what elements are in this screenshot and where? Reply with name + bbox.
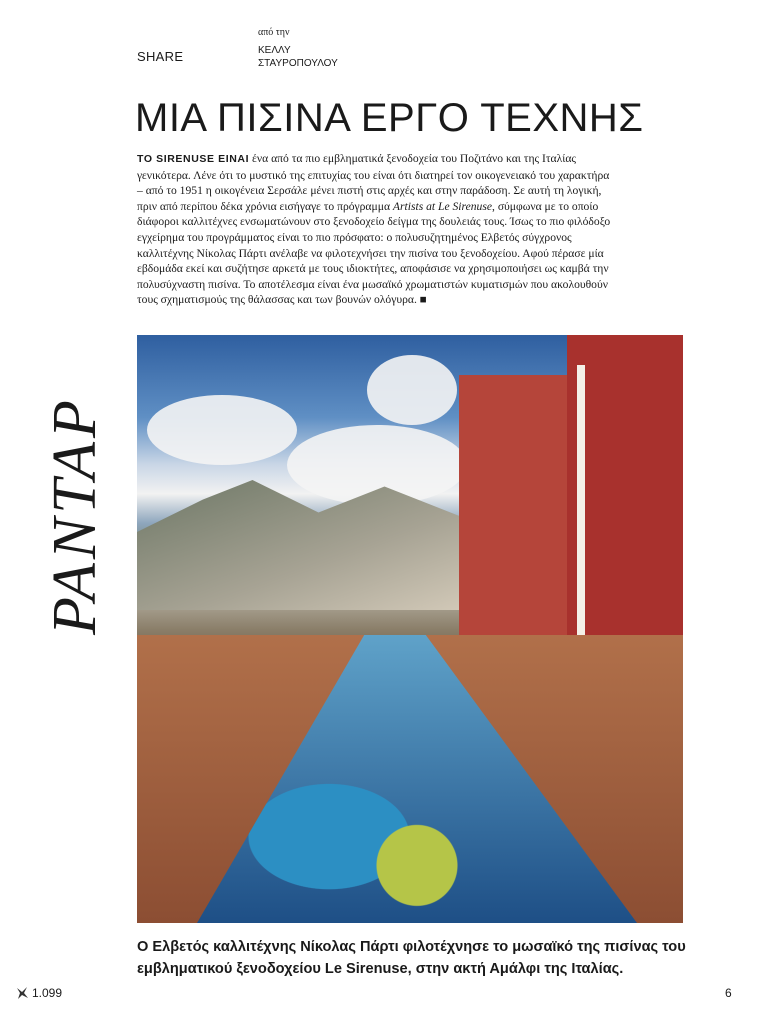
article-text-2: , σύμφωνα με το οποίο διάφοροι καλλιτέχνες ενσωματώνουν στο ξενοδοχείο δείγμα της δουλειάς τους. Ίσως το πιο φιλόδοξο εγχείρημα του προγράμματος είναι το πιο πρόσφατο: ο πολυσυζητημένος Ελβετός σύγχρονος καλλιτέχνης Νίκολας Πάρτι ανέλαβε να φιλοτεχνήσει την πισίνα του ξενοδοχείου. Αφού πέρασε μία εβδομάδα εκεί και συζήτησε αρκετά με τους ιδιοκτήτες, αποφάσισε να χρησιμοποιήσει ως καμβά την πολυσύχναστη πισίνα. Το αποτέλεσμα είναι ένα μωσαϊκό χρωματιστών κυματισμών που ακολουθούν τους σχηματισμούς της θάλασσας και των βουνών ολόγυρα.	[137, 199, 611, 307]
photo-caption: Ο Ελβετός καλλιτέχνης Νίκολας Πάρτι φιλοτέχνησε το μωσαϊκό της πισίνας του εμβληματικού ξενοδοχείου Le Sirenuse, στην ακτή Αμάλφι της Ιταλίας.	[137, 939, 686, 977]
article-body	[137, 151, 617, 308]
end-mark: ■	[416, 293, 427, 307]
byline	[258, 26, 338, 70]
page-number: 6	[725, 986, 732, 1000]
author-name-1: ΚΕΛΛΥ	[258, 45, 291, 56]
share-link[interactable]: SHARE	[137, 49, 184, 64]
logo-icon	[15, 986, 29, 1000]
article-title: ΜΙΑ ΠΙΣΙΝΑ ΕΡΓΟ ΤΕΧΝΗΣ	[135, 96, 644, 140]
article-lead: ΤΟ SIRENUSE ΕΙΝΑΙ	[137, 153, 250, 165]
byline-from: από την	[258, 27, 290, 38]
section-label: PANTAP	[40, 396, 109, 635]
issue-number: 1.099	[32, 986, 63, 1000]
article-text-1: ένα από τα πιο εμβληματικά ξενοδοχεία του Ποζιτάνο και της Ιταλίας γενικότερα. Λένε ότι το μυστικό της επιτυχίας του είναι ότι διατηρεί τον οικογενειακό του χαρακτήρα – από το 1951 η οικογένεια Σερσάλε μένει πιστή στις αρχές και στην παράδοση. Σε αυτή τη λογική, πριν από περίπου δέκα χρόνια εισήγαγε το πρόγραμμα	[137, 152, 610, 213]
footer-issue	[15, 986, 62, 1000]
article-italic: Artists at Le Sirenuse	[392, 199, 493, 213]
pool-photo	[137, 335, 683, 923]
author-name-2: ΣΤΑΥΡΟΠΟΥΛΟΥ	[258, 58, 338, 69]
